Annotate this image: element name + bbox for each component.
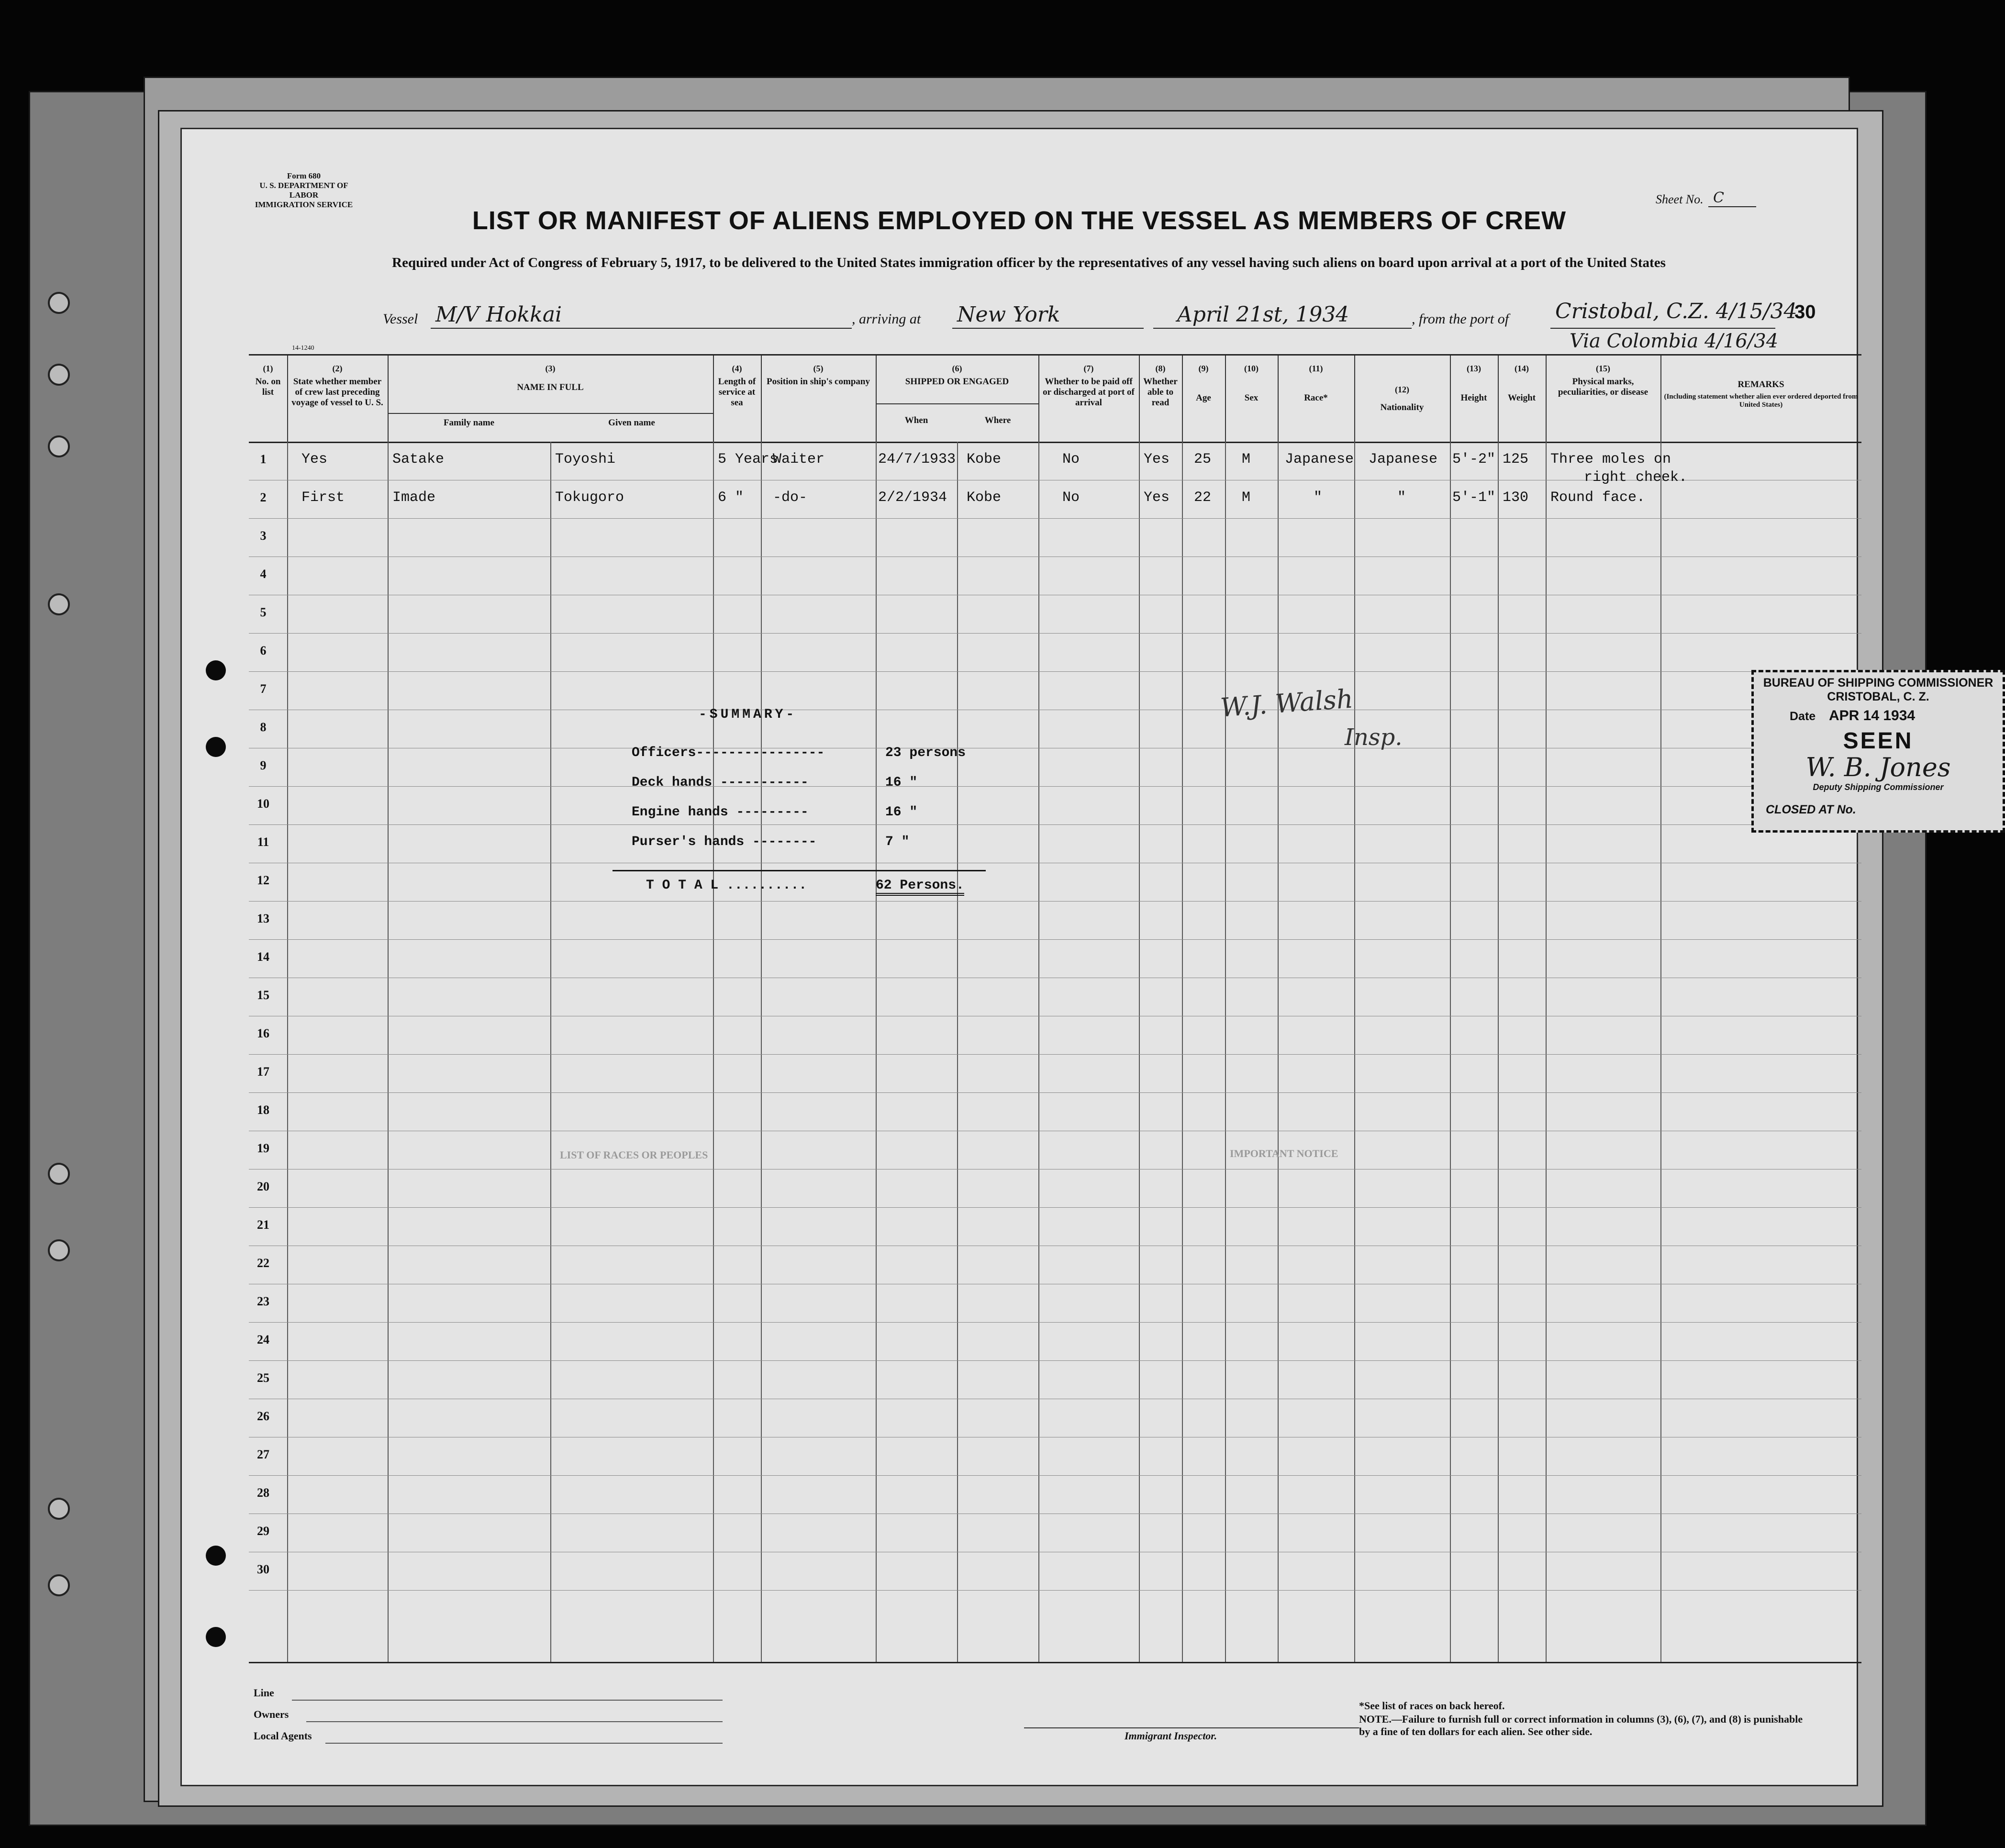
table-row-line bbox=[249, 1207, 1861, 1208]
column-line bbox=[761, 442, 877, 1662]
sheet-label: Sheet No. bbox=[1656, 192, 1704, 206]
punch-hole bbox=[206, 1546, 226, 1566]
column-line bbox=[876, 442, 958, 1662]
header-where: Where bbox=[984, 415, 1011, 425]
column-line bbox=[1546, 442, 1661, 1662]
sheet-number: C bbox=[1708, 189, 1756, 207]
table-row-line bbox=[249, 1590, 1861, 1591]
cell-shipped-where: Kobe bbox=[967, 451, 1002, 468]
footer-race-note: *See list of races on back hereof. bbox=[1359, 1700, 1505, 1712]
vessel-underline bbox=[431, 328, 852, 329]
binder-hole bbox=[48, 1163, 70, 1185]
row-number: 2 bbox=[260, 490, 267, 504]
header-nationality: (12) Nationality bbox=[1354, 356, 1451, 443]
header-given-name: Given name bbox=[608, 418, 655, 428]
footer-owners-label: Owners bbox=[254, 1708, 289, 1720]
summary-line bbox=[632, 835, 816, 849]
cell-shipped-when: 2/2/1934 bbox=[878, 490, 947, 506]
footer-agents-rule bbox=[325, 1743, 723, 1744]
from-label: , from the port of bbox=[1412, 311, 1509, 327]
vessel-label: Vessel bbox=[383, 311, 418, 327]
row-number: 24 bbox=[257, 1333, 269, 1347]
table-row-line bbox=[249, 1092, 1861, 1093]
cell-shipped-when: 24/7/1933 bbox=[878, 451, 956, 468]
cell-able-to-read: Yes bbox=[1144, 490, 1170, 506]
header-when: When bbox=[904, 415, 928, 425]
summary-value: 16 " bbox=[885, 775, 918, 790]
footer-owners-rule bbox=[306, 1721, 723, 1722]
cell-length-of-service: 6 " bbox=[718, 490, 744, 506]
stamp-seen: SEEN bbox=[1843, 728, 1914, 754]
header-height: (13) Height bbox=[1450, 356, 1499, 443]
row-number: 3 bbox=[260, 529, 267, 543]
header-age: (9) Age bbox=[1182, 356, 1226, 443]
summary-value: 7 " bbox=[885, 835, 910, 849]
cell-height: 5'-1" bbox=[1452, 490, 1496, 506]
header-weight: (14) Weight bbox=[1498, 356, 1547, 443]
table-row-line bbox=[249, 939, 1861, 940]
cell-physical-marks: Three moles on bbox=[1550, 451, 1671, 468]
binder-hole bbox=[48, 593, 70, 615]
row-number: 15 bbox=[257, 988, 269, 1002]
port-underline bbox=[1550, 328, 1775, 329]
summary-leader: ---------------- bbox=[696, 746, 825, 760]
date-underline bbox=[1153, 328, 1412, 329]
cell-previous-voyage: First bbox=[301, 490, 345, 506]
stamp-date-label: Date bbox=[1790, 710, 1816, 723]
summary-heading: -SUMMARY- bbox=[699, 707, 797, 722]
manifest-sheet bbox=[182, 129, 1994, 1785]
punch-hole bbox=[206, 737, 226, 757]
header-able-to-read: (8) Whether able to read bbox=[1139, 356, 1183, 443]
column-line bbox=[249, 442, 288, 1662]
cell-previous-voyage: Yes bbox=[301, 451, 328, 468]
cell-paid-off: No bbox=[1062, 490, 1080, 506]
cell-weight: 125 bbox=[1503, 451, 1529, 468]
row-number: 29 bbox=[257, 1524, 269, 1538]
summary-label: Deck hands bbox=[632, 775, 713, 790]
row-number: 5 bbox=[260, 605, 267, 619]
stamp-date: APR 14 1934 bbox=[1828, 708, 1916, 724]
summary-value: 16 " bbox=[885, 805, 918, 820]
row-number: 22 bbox=[257, 1256, 269, 1270]
print-code: 14-1240 bbox=[292, 345, 314, 352]
table-row-line bbox=[249, 824, 1861, 825]
cell-physical-marks-continued: right cheek. bbox=[1584, 469, 1688, 486]
bleed-through-text: LIST OF RACES OR PEOPLES bbox=[560, 1149, 708, 1161]
cell-nationality: " bbox=[1397, 490, 1406, 506]
column-line bbox=[1139, 442, 1183, 1662]
row-number: 6 bbox=[260, 644, 267, 657]
punch-hole bbox=[206, 1627, 226, 1647]
column-line bbox=[388, 442, 551, 1662]
row-number: 16 bbox=[257, 1026, 269, 1040]
form-number: Form 680 bbox=[287, 171, 321, 180]
row-number: 11 bbox=[257, 835, 269, 849]
header-position: (5) Position in ship's company bbox=[761, 356, 877, 443]
column-line bbox=[1278, 442, 1355, 1662]
table-row-line bbox=[249, 671, 1861, 672]
header-paid-off: (7) Whether to be paid off or discharged at port of arrival bbox=[1038, 356, 1140, 443]
column-line bbox=[1225, 442, 1279, 1662]
summary-leader: ----------- bbox=[712, 775, 809, 790]
row-number: 7 bbox=[260, 682, 267, 696]
summary-total bbox=[646, 878, 807, 893]
header-sex: (10) Sex bbox=[1225, 356, 1279, 443]
arrival-underline bbox=[952, 328, 1144, 329]
row-number: 17 bbox=[257, 1065, 269, 1079]
footer-line-rule bbox=[292, 1700, 723, 1701]
header-previous-voyage: (2) State whether member of crew last preceding voyage of vessel to U. S. bbox=[287, 356, 389, 443]
header-length-of-service: (4) Length of service at sea bbox=[713, 356, 762, 443]
row-number: 26 bbox=[257, 1409, 269, 1423]
form-identifier bbox=[246, 171, 361, 210]
arrival-port: New York bbox=[957, 302, 1060, 327]
stamp-date-row bbox=[1754, 708, 2003, 724]
row-number: 25 bbox=[257, 1371, 269, 1385]
row-number: 13 bbox=[257, 912, 269, 925]
column-line bbox=[287, 442, 389, 1662]
row-number: 8 bbox=[260, 720, 267, 734]
row-number: 12 bbox=[257, 873, 269, 887]
header-shipped-engaged: (6) SHIPPED OR ENGAGED When Where bbox=[876, 356, 1039, 443]
table-row-line bbox=[249, 1322, 1861, 1323]
column-line bbox=[1182, 442, 1226, 1662]
header-race: (11) Race* bbox=[1278, 356, 1355, 443]
inspector-rule bbox=[1024, 1727, 1359, 1728]
column-line bbox=[713, 442, 762, 1662]
total-leader: .......... bbox=[718, 878, 807, 893]
summary-line bbox=[632, 805, 809, 820]
summary-value: 23 persons bbox=[885, 746, 966, 760]
cell-sex: M bbox=[1242, 490, 1251, 506]
column-line bbox=[1450, 442, 1499, 1662]
cell-age: 25 bbox=[1194, 451, 1212, 468]
cell-age: 22 bbox=[1194, 490, 1212, 506]
header-remarks: REMARKS (Including statement whether alien ever ordered deported from United States) bbox=[1660, 356, 1861, 443]
row-number: 19 bbox=[257, 1141, 269, 1155]
service-name: IMMIGRATION SERVICE bbox=[255, 200, 353, 209]
table-row-line bbox=[249, 901, 1861, 902]
row-number: 4 bbox=[260, 567, 267, 581]
cell-physical-marks: Round face. bbox=[1550, 490, 1646, 506]
footer-line-label: Line bbox=[254, 1687, 274, 1699]
page-title: LIST OR MANIFEST OF ALIENS EMPLOYED ON THE VESSEL AS MEMBERS OF CREW bbox=[472, 206, 1567, 235]
summary-label: Engine hands bbox=[632, 805, 728, 820]
cell-able-to-read: Yes bbox=[1144, 451, 1170, 468]
cell-height: 5'-2" bbox=[1452, 451, 1496, 468]
total-label: T O T A L bbox=[646, 878, 719, 893]
row-number: 10 bbox=[257, 797, 269, 811]
cell-family-name: Imade bbox=[392, 490, 436, 506]
summary-label: Officers bbox=[632, 746, 696, 760]
row-number: 14 bbox=[257, 950, 269, 964]
row-number: 21 bbox=[257, 1218, 269, 1232]
total-value: 62 Persons. bbox=[876, 878, 964, 896]
cell-position: Waiter bbox=[773, 451, 825, 468]
table-row-line bbox=[249, 786, 1861, 787]
column-line bbox=[1498, 442, 1547, 1662]
cell-sex: M bbox=[1242, 451, 1251, 468]
table-row-line bbox=[249, 1054, 1861, 1055]
summary-leader: -------- bbox=[744, 835, 817, 849]
page-number: 30 bbox=[1794, 301, 1816, 323]
binder-hole bbox=[48, 435, 70, 457]
stamp-role: Deputy Shipping Commissioner bbox=[1813, 782, 1944, 792]
row-number: 20 bbox=[257, 1180, 269, 1193]
shipping-commissioner-stamp bbox=[1751, 670, 2005, 833]
summary-leader: --------- bbox=[728, 805, 809, 820]
footer-note: NOTE.—Failure to furnish full or correct information in columns (3), (6), (7), and (8) is punishable by a fine of ten dollars for each alien. See other side. bbox=[1359, 1713, 1803, 1737]
stamp-bureau: BUREAU OF SHIPPING COMMISSIONER bbox=[1763, 676, 1994, 690]
binder-hole bbox=[48, 1574, 70, 1596]
header-physical-marks: (15) Physical marks, peculiarities, or disease bbox=[1546, 356, 1661, 443]
column-line bbox=[1354, 442, 1451, 1662]
cell-weight: 130 bbox=[1503, 490, 1529, 506]
cell-length-of-service: 5 Years bbox=[718, 451, 779, 468]
row-number: 28 bbox=[257, 1486, 269, 1500]
column-line bbox=[550, 442, 714, 1662]
cell-race: Japanese bbox=[1285, 451, 1354, 468]
row-number: 30 bbox=[257, 1562, 269, 1576]
row-number: 27 bbox=[257, 1447, 269, 1461]
page-subtitle: Required under Act of Congress of February 5, 1917, to be delivered to the United States immigration officer by the representatives of any vessel having such aliens on board upon arrival at a port of the United States bbox=[392, 255, 1666, 270]
via-port: Via Colombia 4/16/34 bbox=[1570, 330, 1779, 352]
inspector-signature: W.J. Walsh bbox=[1219, 683, 1354, 723]
crew-manifest-table bbox=[249, 354, 1861, 1663]
column-line bbox=[957, 442, 1039, 1662]
summary-rule bbox=[613, 870, 986, 871]
stamp-location: CRISTOBAL, C. Z. bbox=[1827, 690, 1929, 703]
row-number: 1 bbox=[260, 452, 267, 466]
header-family-name: Family name bbox=[443, 418, 495, 428]
footer-agents-label: Local Agents bbox=[254, 1730, 312, 1742]
header-no-on-list: (1) No. on list bbox=[249, 356, 288, 443]
cell-position: -do- bbox=[773, 490, 808, 506]
stamp-signature: W. B. Jones bbox=[1805, 752, 1951, 782]
table-row-line bbox=[249, 518, 1861, 519]
header-name-in-full: (3) NAME IN FULL Family name Given name bbox=[388, 356, 714, 443]
row-number: 23 bbox=[257, 1294, 269, 1308]
department-name: U. S. DEPARTMENT OF LABOR bbox=[259, 181, 348, 200]
binder-hole bbox=[48, 364, 70, 386]
summary-label: Purser's hands bbox=[632, 835, 745, 849]
binder-hole bbox=[48, 1239, 70, 1261]
binder-hole bbox=[48, 1498, 70, 1520]
bleed-through-text: IMPORTANT NOTICE bbox=[1230, 1147, 1338, 1159]
cell-shipped-where: Kobe bbox=[967, 490, 1002, 506]
row-number: 9 bbox=[260, 758, 267, 772]
cell-paid-off: No bbox=[1062, 451, 1080, 468]
summary-line bbox=[632, 746, 824, 760]
cell-given-name: Toyoshi bbox=[555, 451, 616, 468]
column-line bbox=[1038, 442, 1140, 1662]
binder-hole bbox=[48, 292, 70, 314]
cell-race: " bbox=[1314, 490, 1323, 506]
arriving-label: , arriving at bbox=[852, 311, 921, 327]
summary-line bbox=[632, 775, 809, 790]
table-row-line bbox=[249, 1360, 1861, 1361]
punch-hole bbox=[206, 660, 226, 680]
table-row-line bbox=[249, 1475, 1861, 1476]
stamp-closed: CLOSED AT No. bbox=[1766, 803, 1856, 816]
table-row-line bbox=[249, 633, 1861, 634]
arrival-date: April 21st, 1934 bbox=[1177, 302, 1349, 327]
cell-family-name: Satake bbox=[392, 451, 445, 468]
cell-given-name: Tokugoro bbox=[555, 490, 624, 506]
footer-inspector-label: Immigrant Inspector. bbox=[1125, 1730, 1217, 1742]
inspector-title: Insp. bbox=[1345, 724, 1403, 751]
row-number: 18 bbox=[257, 1103, 269, 1117]
departure-port: Cristobal, C.Z. 4/15/34 bbox=[1555, 299, 1797, 323]
vessel-name: M/V Hokkai bbox=[435, 302, 562, 327]
cell-nationality: Japanese bbox=[1369, 451, 1438, 468]
